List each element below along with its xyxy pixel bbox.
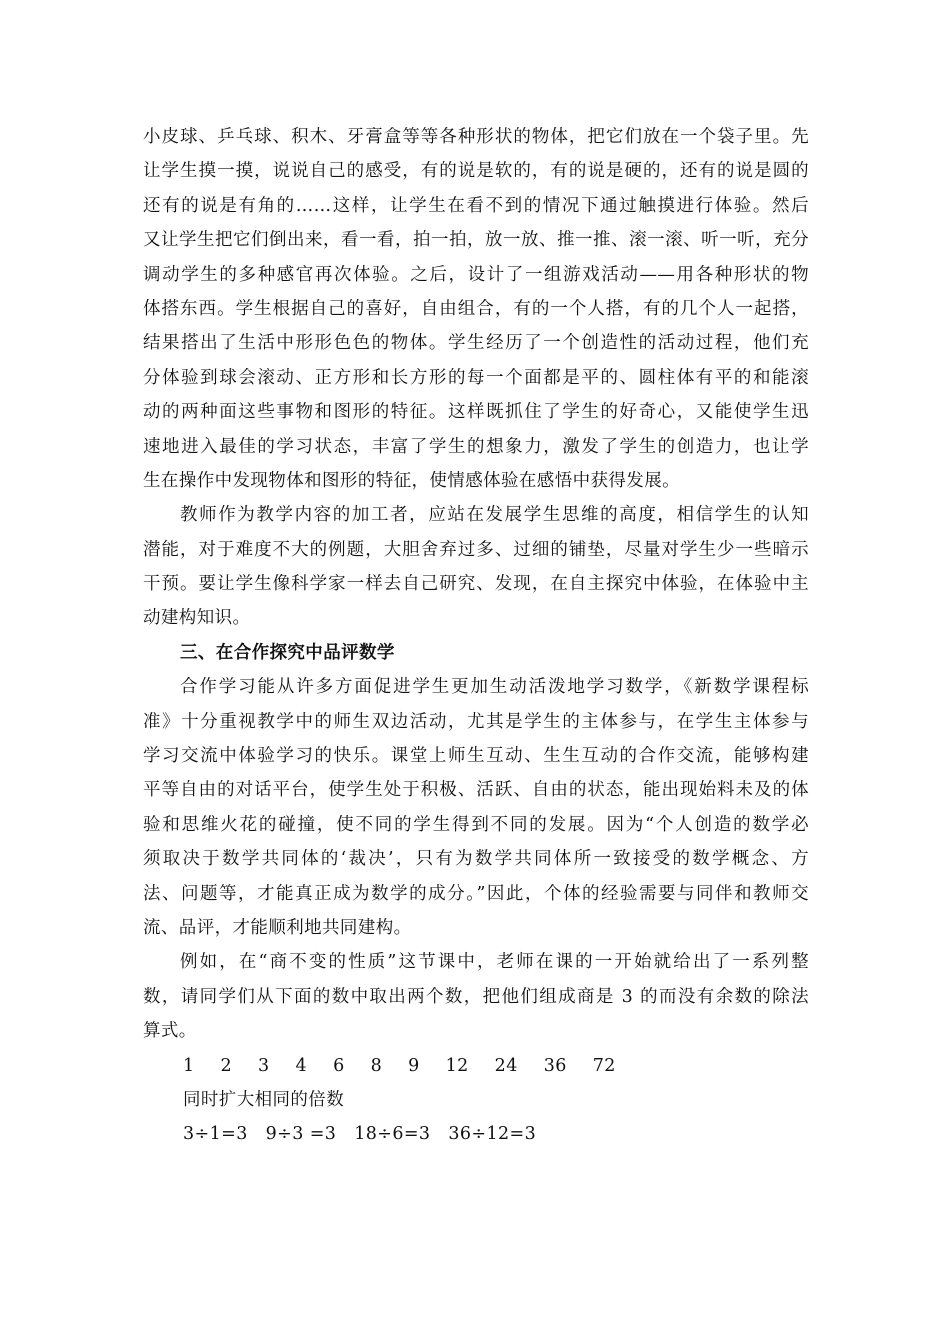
text-line: 须取决于数学共同体的‘裁决’，只有为数学共同体所一致接受的数学概念、方 [143, 849, 809, 870]
text-line: 算式。 [143, 1021, 197, 1042]
text-line: 调动学生的多种感官再次体验。之后，设计了一组游戏活动——用各种形状的物 [143, 264, 809, 285]
number-item: 72 [592, 1055, 616, 1076]
text-line: 小皮球、乒乓球、积木、牙膏盒等等各种形状的物体，把它们放在一个袋子里。先 [143, 127, 809, 147]
text-line: 让学生摸一摸，说说自己的感受，有的说是软的，有的说是硬的，还有的说是圆的 [143, 161, 809, 182]
number-list [143, 1049, 809, 1083]
text-line: 体搭东西。学生根据自己的喜好，自由组合，有的一个人搭，有的几个人一起搭， [143, 298, 809, 319]
number-item: 1 [183, 1055, 195, 1076]
body-text [143, 120, 809, 1152]
number-item: 2 [220, 1055, 233, 1076]
text-line: 生在操作中发现物体和图形的特征，使情感体验在感悟中获得发展。 [143, 470, 680, 491]
number-item: 8 [370, 1055, 383, 1076]
text-line: 动的两种面这些事物和图形的特征。这样既抓住了学生的好奇心，又能使学生迅 [143, 402, 809, 423]
text-line: 例如，在“商不变的性质”这节课中，老师在课的一开始就给出了一系列整 [180, 952, 809, 973]
text-line: 学习交流中体验学习的快乐。课堂上师生互动、生生互动的合作交流，能够构建 [143, 746, 809, 767]
text-line: 平等自由的对话平台，使学生处于积极、活跃、自由的状态，能出现始料未及的体 [143, 780, 809, 801]
text-line: 法、问题等，才能真正成为数学的成分。”因此，个体的经验需要与同伴和教师交 [143, 883, 809, 904]
paragraph-3 [143, 670, 809, 945]
number-item: 3 [258, 1055, 270, 1076]
text-line: 又让学生把它们倒出来，看一看，拍一拍，放一放、推一推、滚一滚、听一听，充分 [143, 230, 809, 251]
text-line: 潜能，对于难度不大的例题，大胆舍弃过多、过细的铺垫，尽量对学生少一些暗示 [143, 539, 809, 560]
text-line: 还有的说是有角的……这样，让学生在看不到的情况下通过触摸进行体验。然后 [143, 195, 809, 216]
text-line: 流、品评，才能顺利地共同建构。 [143, 917, 412, 938]
text-line: 准》十分重视教学中的师生双边活动，尤其是学生的主体参与，在学生主体参与 [143, 711, 809, 732]
text-line: 分体验到球会滚动、正方形和长方形的每一个面都是平的、圆柱体有平的和能滚 [143, 367, 809, 388]
paragraph-4 [143, 945, 809, 1048]
text-line: 教师作为教学内容的加工者，应站在发展学生思维的高度，相信学生的认知 [180, 505, 809, 526]
equations-line: 3÷1=3 9÷3 =3 18÷6=3 36÷12=3 [183, 1124, 537, 1145]
text-line: 动建构知识。 [143, 608, 251, 629]
text-line: 验和思维火花的碰撞，使不同的学生得到不同的发展。因为“个人创造的数学必 [143, 814, 809, 835]
number-item: 36 [543, 1055, 567, 1076]
paragraph-2 [143, 498, 809, 636]
text-line: 合作学习能从许多方面促进学生更加生动活泼地学习数学，《新数学课程标 [180, 677, 809, 698]
note-line: 同时扩大相同的倍数 [183, 1089, 345, 1110]
text-line: 干预。要让学生像科学家一样去自己研究、发现，在自主探究中体验，在体验中主 [143, 574, 809, 595]
text-line: 数，请同学们从下面的数中取出两个数，把他们组成商是 3 的而没有余数的除法 [143, 986, 809, 1007]
number-item: 24 [494, 1055, 518, 1076]
text-line: 速地进入最佳的学习状态，丰富了学生的想象力，激发了学生的创造力，也让学 [143, 436, 809, 457]
number-item: 9 [408, 1055, 420, 1076]
section-heading: 三、在合作探究中品评数学 [180, 642, 395, 663]
number-item: 4 [295, 1055, 308, 1076]
text-line: 结果搭出了生活中形形色色的物体。学生经历了一个创造性的活动过程，他们充 [143, 333, 809, 354]
number-item: 12 [445, 1055, 469, 1076]
paragraph-1 [143, 120, 809, 498]
number-item: 6 [333, 1055, 345, 1076]
